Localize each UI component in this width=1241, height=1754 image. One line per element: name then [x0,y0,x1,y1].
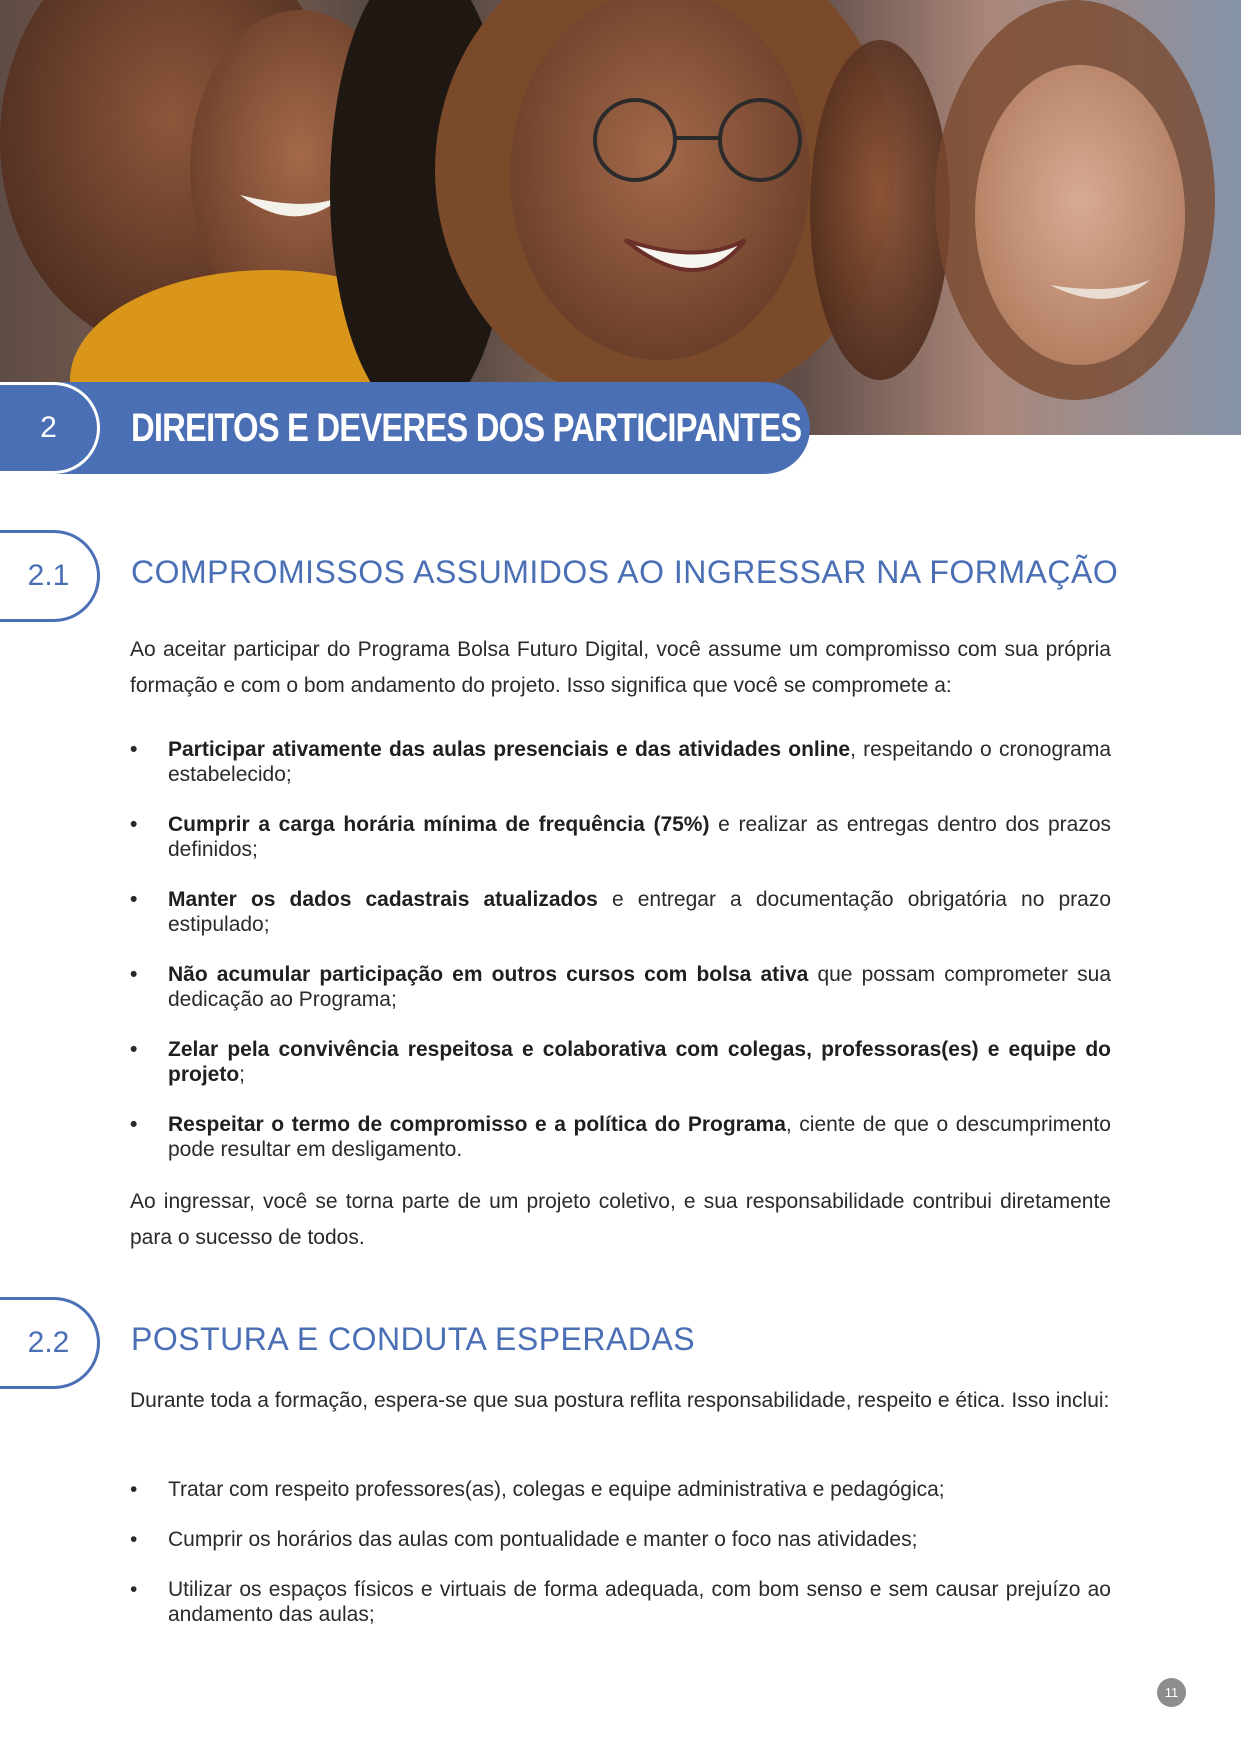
list-item [130,962,1111,1012]
chapter-title: DIREITOS E DEVERES DOS PARTICIPANTES [131,406,802,450]
list-item [130,887,1111,937]
item-text: Cumprir os horários das aulas com pontualidade e manter o foco nas atividades; [168,1528,918,1551]
item-text: , respeitando o cronograma estabelecido; [168,738,1111,786]
list-item [130,1112,1111,1162]
item-bold-text: Manter os dados cadastrais atualizados [168,888,598,911]
section-number: 2.2 [27,1326,70,1359]
page-number: 11 [1157,1678,1186,1707]
section-title: COMPROMISSOS ASSUMIDOS AO INGRESSAR NA FORMAÇÃO [131,554,1119,590]
section-title: POSTURA E CONDUTA ESPERADAS [131,1321,696,1357]
bullet: • [130,738,138,761]
bullet: • [130,963,138,986]
item-text: , ciente de que o descumprimento pode resultar em desligamento. [168,1113,1111,1161]
bullet: • [130,813,138,836]
item-bold-text: Zelar pela convivência respeitosa e colaborativa com colegas, professoras(es) e equipe do projeto [168,1038,1111,1086]
bullet: • [130,1113,138,1136]
list-item [130,1577,1111,1627]
bullet: • [130,1478,138,1501]
item-text: ; [239,1063,246,1086]
section-closing: Ao ingressar, você se torna parte de um projeto coletivo, e sua responsabilidade contribui diretamente para o sucesso de todos. [130,1190,1111,1249]
list-item [130,1037,1111,1087]
list-item [130,1477,1111,1502]
list-item [130,737,1111,787]
item-text: e entregar a documentação obrigatória no prazo estipulado; [168,888,1112,936]
item-text: Tratar com respeito professores(as), colegas e equipe administrativa e pedagógica; [168,1478,945,1501]
hero-illustration [0,0,1241,435]
hero-photo [0,0,1241,435]
conduct-list [130,1477,1111,1627]
chapter-number-badge [0,382,100,474]
section-number-badge [0,530,100,622]
item-text: Utilizar os espaços físicos e virtuais de forma adequada, com bom senso e sem causar prejuízo ao andamento das aulas; [168,1578,1111,1626]
bullet: • [130,1038,138,1061]
bullet: • [130,1578,138,1601]
chapter-number: 2 [40,411,57,444]
section-intro: Durante toda a formação, espera-se que sua postura reflita responsabilidade, respeito e ética. Isso inclui: [130,1389,1110,1412]
item-text: que possam comprometer sua dedicação ao Programa; [168,963,1111,1011]
section-number: 2.1 [27,559,70,592]
bullet: • [130,1528,138,1551]
section-intro: Ao aceitar participar do Programa Bolsa Futuro Digital, você assume um compromisso com sua própria formação e com o bom andamento do projeto. Isso significa que você se compromete a: [130,638,1111,697]
list-item [130,1527,1111,1552]
list-item [130,812,1111,862]
item-bold-text: Participar ativamente das aulas presenciais e das atividades online [168,738,851,761]
item-bold-text: Cumprir a carga horária mínima de frequência (75%) [168,813,710,836]
item-bold-text: Não acumular participação em outros cursos com bolsa ativa [168,963,809,986]
item-bold-text: Respeitar o termo de compromisso e a política do Programa [168,1113,786,1136]
item-text: e realizar as entregas dentro dos prazos definidos; [168,813,1112,861]
commitments-list [130,737,1111,1162]
section-number-badge [0,1297,100,1389]
bullet: • [130,888,138,911]
